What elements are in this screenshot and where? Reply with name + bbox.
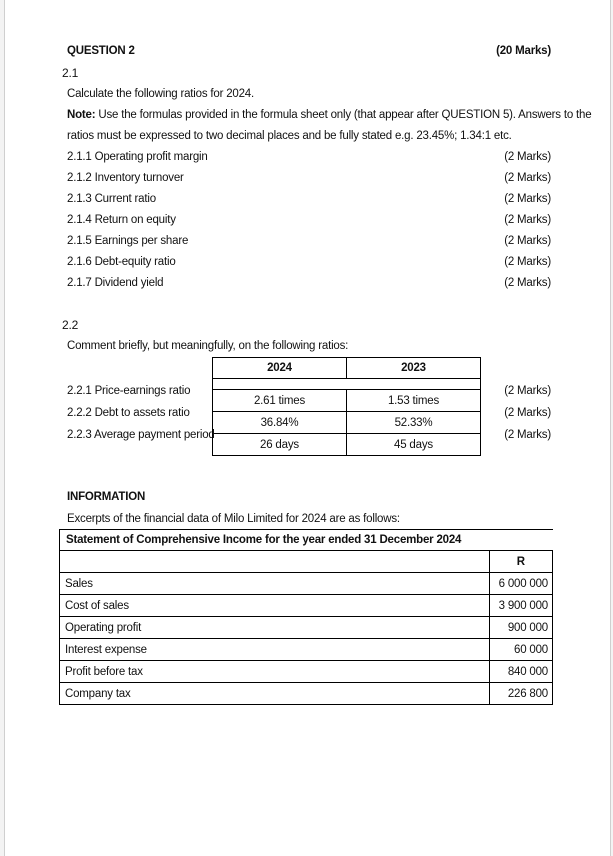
ratio-item-marks: (2 Marks): [504, 151, 551, 163]
section-2-1-number: 2.1: [62, 66, 79, 80]
ratio-value-2024: 2.61 times: [213, 390, 347, 412]
section-2-1-instruction: Calculate the following ratios for 2024.: [67, 88, 254, 100]
section-2-2-instruction: Comment briefly, but meaningfully, on the following ratios:: [67, 340, 349, 352]
statement-row-value: 3 900 000: [489, 595, 552, 617]
comment-ratio-label: 2.2.1 Price-earnings ratio: [67, 385, 191, 397]
note-label: Note:: [67, 109, 96, 121]
ratio-comparison-table: [212, 357, 481, 456]
question-marks: (20 Marks): [496, 45, 551, 57]
comment-ratio-marks: (2 Marks): [504, 407, 551, 419]
blank-header-cell: [60, 551, 490, 573]
note-line-2: ratios must be expressed to two decimal places and be fully stated e.g. 23.45%; 1.34:1 etc.: [67, 130, 512, 142]
ratio-item-label: 2.1.3 Current ratio: [67, 193, 156, 205]
statement-row-label: Operating profit: [60, 617, 490, 639]
ratio-item-marks: (2 Marks): [504, 172, 551, 184]
comment-ratio-marks: (2 Marks): [504, 429, 551, 441]
ratio-item-label: 2.1.4 Return on equity: [67, 214, 176, 226]
ratio-item-label: 2.1.6 Debt-equity ratio: [67, 256, 176, 268]
income-statement-table: [59, 529, 553, 705]
ratio-item-marks: (2 Marks): [504, 214, 551, 226]
statement-row-value: 60 000: [489, 639, 552, 661]
information-heading: INFORMATION: [67, 491, 146, 503]
ratio-item-label: 2.1.7 Dividend yield: [67, 277, 164, 289]
ratio-item-label: 2.1.5 Earnings per share: [67, 235, 189, 247]
statement-title: Statement of Comprehensive Income for the year ended 31 December 2024: [60, 530, 553, 551]
statement-row-value: 226 800: [489, 683, 552, 705]
column-header-2024: 2024: [213, 358, 347, 379]
comment-ratio-label: 2.2.2 Debt to assets ratio: [67, 407, 190, 419]
statement-row-value: 840 000: [489, 661, 552, 683]
ratio-item-marks: (2 Marks): [504, 277, 551, 289]
statement-row-value: 900 000: [489, 617, 552, 639]
ratio-value-2023: 52.33%: [347, 412, 481, 434]
information-intro: Excerpts of the financial data of Milo Limited for 2024 are as follows:: [67, 513, 400, 525]
statement-row-label: Company tax: [60, 683, 490, 705]
statement-row-label: Interest expense: [60, 639, 490, 661]
statement-row-value: 6 000 000: [489, 573, 552, 595]
ratio-item-marks: (2 Marks): [504, 193, 551, 205]
note-text: Use the formulas provided in the formula sheet only (that appear after QUESTION 5). Answers to the: [95, 109, 592, 121]
column-header-2023: 2023: [347, 358, 481, 379]
ratio-value-2023: 1.53 times: [347, 390, 481, 412]
ratio-value-2024: 36.84%: [213, 412, 347, 434]
comment-ratio-marks: (2 Marks): [504, 385, 551, 397]
comment-ratio-label: 2.2.3 Average payment period: [67, 429, 215, 441]
document-page: [4, 0, 611, 856]
statement-row-label: Profit before tax: [60, 661, 490, 683]
question-title: QUESTION 2: [67, 45, 135, 57]
section-2-2-number: 2.2: [62, 318, 79, 332]
ratio-item-marks: (2 Marks): [504, 235, 551, 247]
ratio-item-label: 2.1.2 Inventory turnover: [67, 172, 184, 184]
ratio-value-2023: 45 days: [347, 434, 481, 456]
currency-header: R: [489, 551, 552, 573]
note-line-1: [67, 108, 591, 122]
spacer-row: [213, 379, 481, 390]
statement-row-label: Cost of sales: [60, 595, 490, 617]
ratio-item-label: 2.1.1 Operating profit margin: [67, 151, 208, 163]
ratio-item-marks: (2 Marks): [504, 256, 551, 268]
statement-row-label: Sales: [60, 573, 490, 595]
ratio-value-2024: 26 days: [213, 434, 347, 456]
